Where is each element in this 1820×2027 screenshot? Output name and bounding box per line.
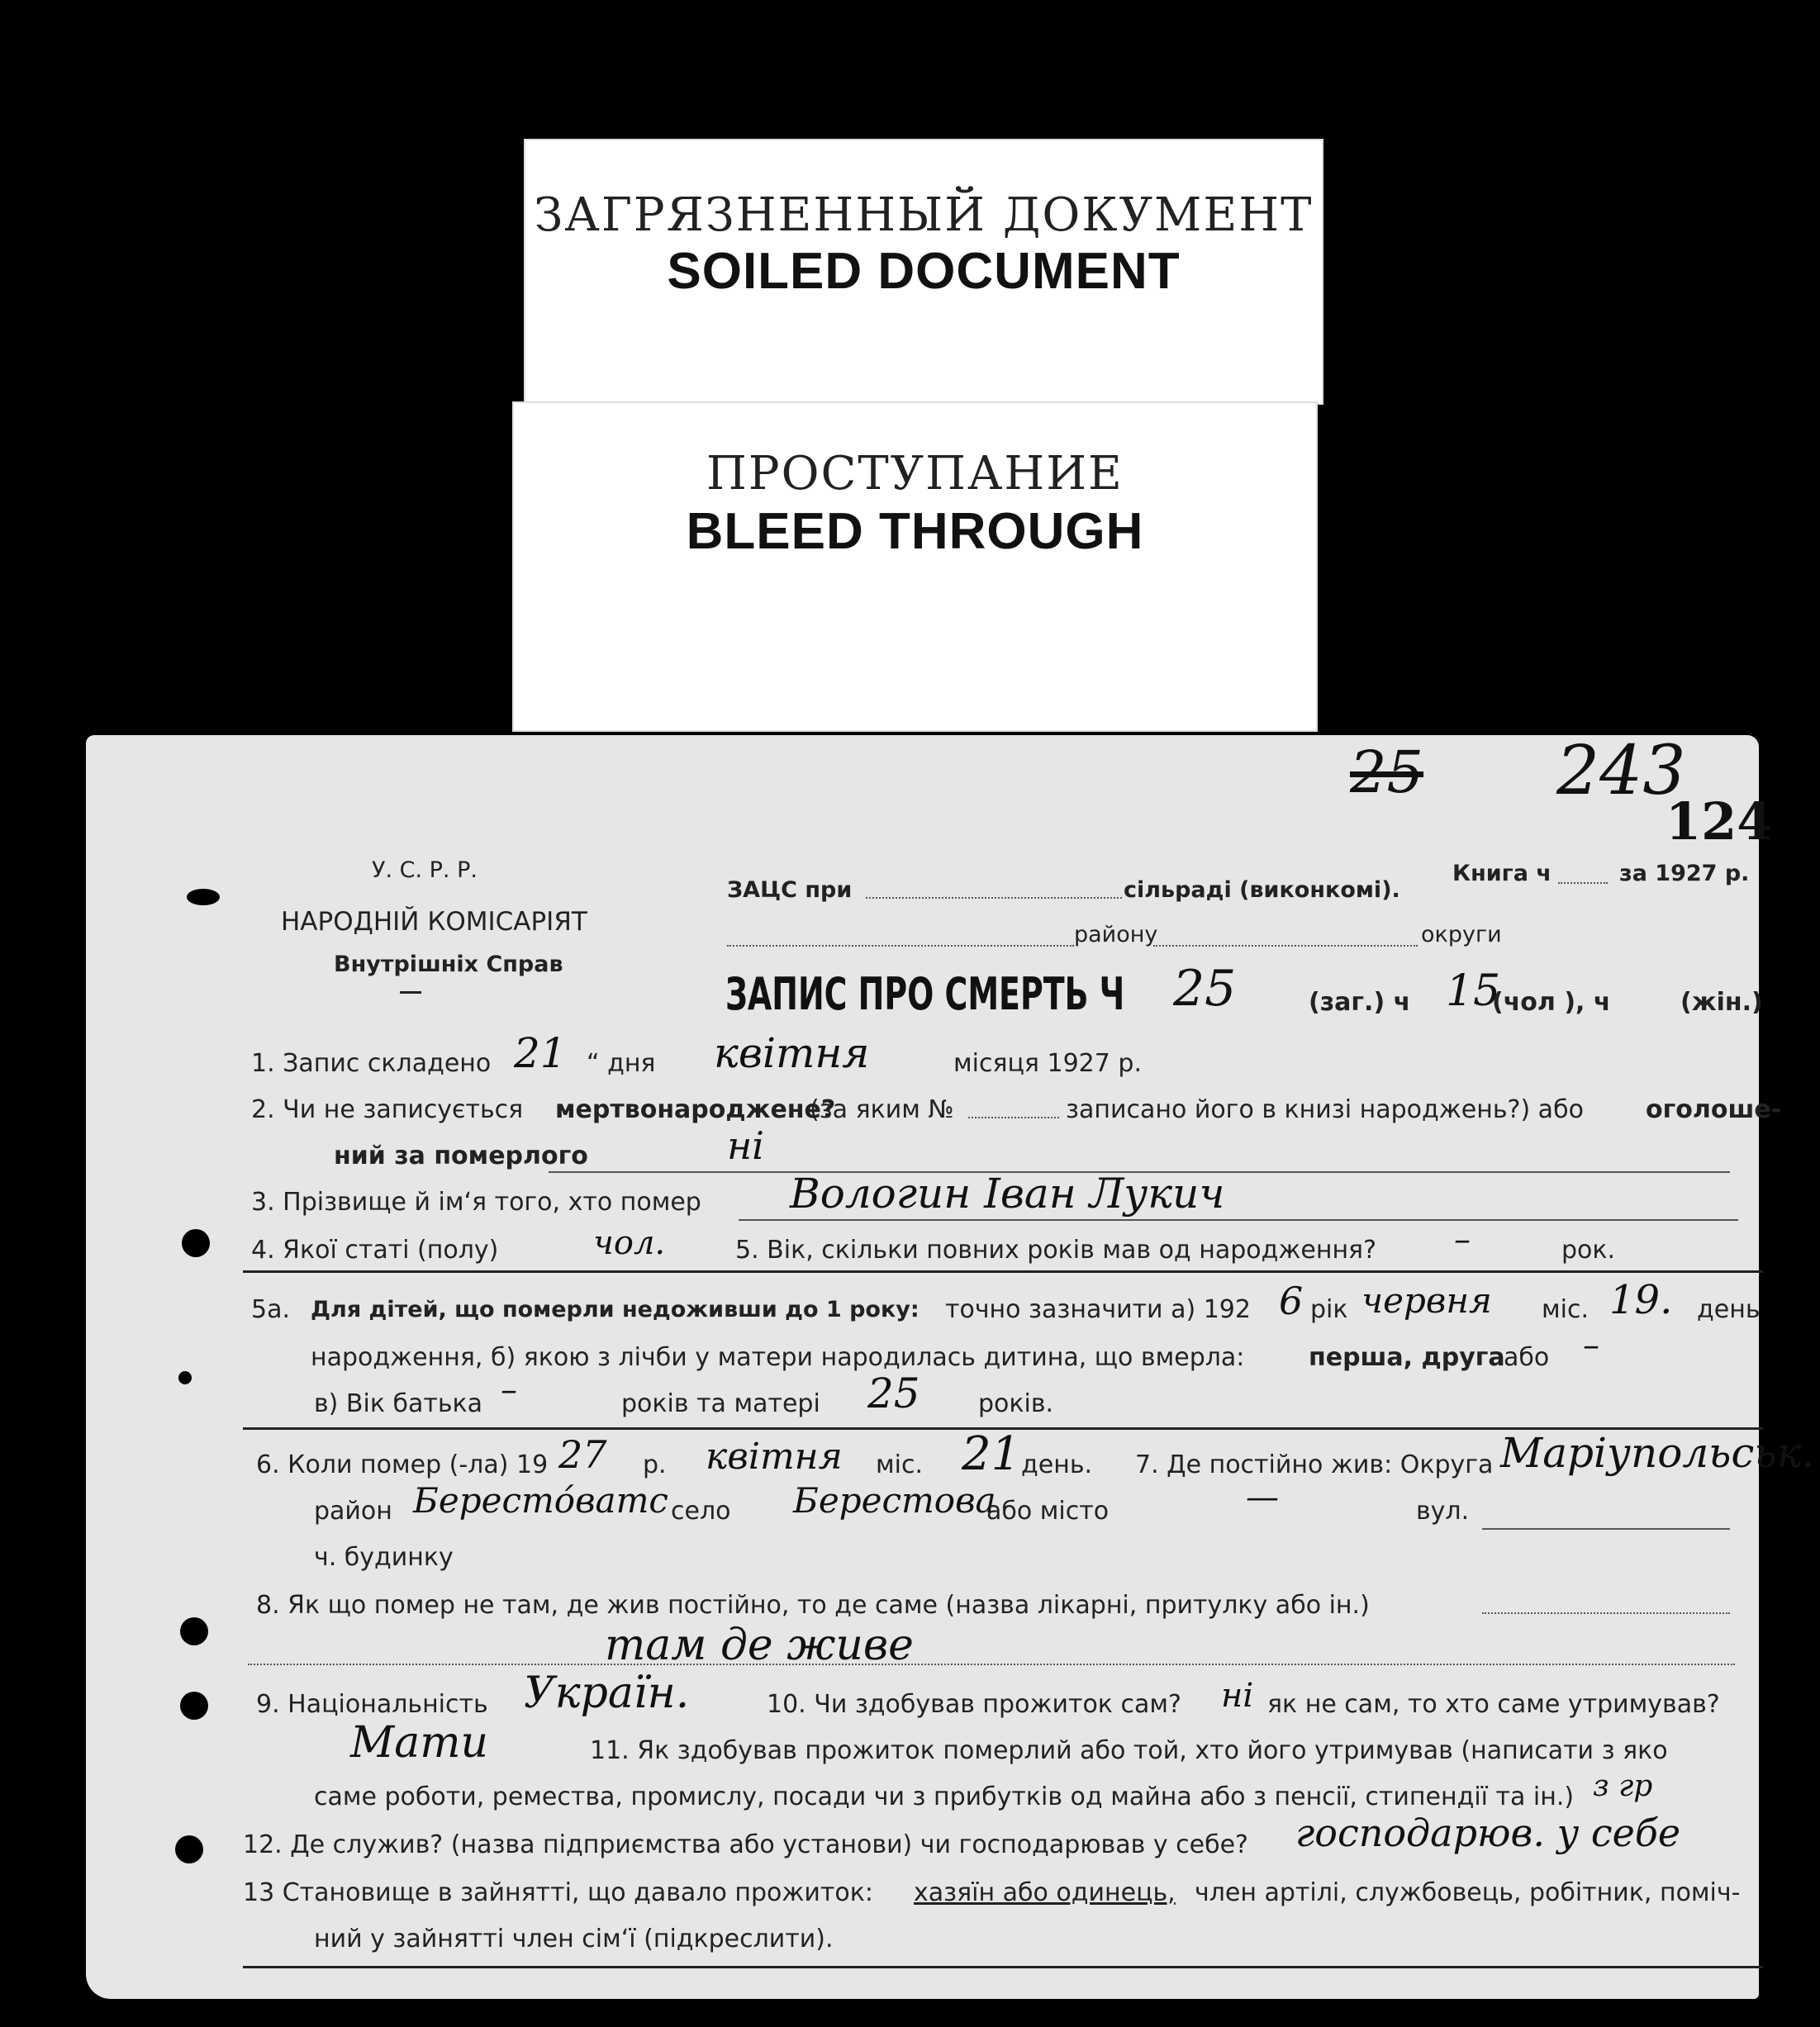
f6-day: 21 xyxy=(962,1427,1021,1481)
bleed-through-target xyxy=(512,401,1318,732)
f3-label: 3. Прізвище й ім‘я того, хто помер xyxy=(251,1188,701,1217)
f2-bold2: оголоше- xyxy=(1646,1095,1782,1124)
f10-value: ні xyxy=(1221,1677,1254,1715)
f11-label: 11. Як здобував прожиток померлий або той, хто його утримував (написати з яко xyxy=(590,1736,1668,1765)
f5-label: 5. Вік, скільки повних років мав од народження? xyxy=(735,1236,1377,1265)
archive-page: 124 xyxy=(1666,791,1773,852)
f13-label: 13 Становище в зайнятті, що давало прожиток: xyxy=(243,1878,873,1907)
death-record-form xyxy=(86,732,1815,1999)
punch-hole xyxy=(178,1371,192,1384)
f13-rest: член артілі, службовець, робітник, поміч- xyxy=(1195,1878,1741,1907)
punch-hole xyxy=(180,1617,208,1645)
f5a-text1: точно зазначити а) 192 xyxy=(945,1295,1251,1324)
f7-vul-underline xyxy=(1482,1528,1730,1530)
f2-answer: ні xyxy=(727,1123,765,1168)
f12-label: 12. Де служив? (назва підприємства або установи) чи господарював у себе? xyxy=(243,1830,1248,1859)
f2-line2: ний за померлого xyxy=(334,1142,588,1170)
bottom-divider xyxy=(243,1966,1763,1968)
f10-label: 10. Чи здобував прожиток сам? xyxy=(767,1690,1181,1719)
f1-label: 1. Запис складено xyxy=(251,1049,492,1078)
f5a-line3b: років та матері xyxy=(621,1389,820,1418)
section-divider xyxy=(243,1270,1763,1273)
punch-hole xyxy=(187,889,220,905)
commissariat-label: НАРОДНІЙ КОМІСАРІЯТ xyxy=(281,907,587,937)
year-label: за 1927 р. xyxy=(1619,861,1750,886)
punch-hole xyxy=(182,1229,210,1257)
record-title: ЗАПИС ПРО СМЕРТЬ Ч xyxy=(725,968,1125,1020)
f5a-line3c: років. xyxy=(978,1389,1054,1418)
f5a-mis: міс. xyxy=(1542,1295,1589,1324)
punch-hole xyxy=(180,1692,208,1720)
raion-dots xyxy=(727,945,1074,947)
book-label: Книга ч xyxy=(1452,861,1552,886)
soiled-en: SOILED DOCUMENT xyxy=(667,243,1181,300)
male-number: 15 xyxy=(1446,966,1501,1016)
f5a-line2a: народження, б) якою з лічби у матери народилась дитина, що вмерла: xyxy=(311,1343,1245,1372)
f6-mis: міс. xyxy=(876,1450,923,1479)
f2-rest2: записано його в книзі народжень?) або xyxy=(1066,1095,1584,1124)
f4-value: чол. xyxy=(593,1224,666,1262)
f5a-month: червня xyxy=(1361,1280,1492,1321)
f7-okruga: Маріупольськ. xyxy=(1500,1429,1815,1477)
f2-bold1: мертвонароджене? xyxy=(555,1095,836,1124)
soiled-document-target xyxy=(524,139,1323,405)
f12-value: господарюв. у себе xyxy=(1295,1811,1681,1855)
f9-value: Україн. xyxy=(524,1669,690,1718)
divider xyxy=(400,991,421,994)
f2-rest1: (за яким № xyxy=(810,1095,954,1124)
f10-rest: як не сам, то хто саме утримував? xyxy=(1267,1690,1720,1719)
f9-label: 9. Національність xyxy=(256,1690,488,1719)
f7-selo-value: Берестова xyxy=(793,1480,996,1521)
f5a-father: – xyxy=(501,1371,517,1409)
f13-underlined: хазяїн або одинець, xyxy=(914,1878,1176,1907)
f4-label: 4. Якої статі (полу) xyxy=(251,1236,499,1265)
f7-label: 7. Де постійно жив: Округа xyxy=(1135,1450,1494,1479)
f5a-den: день xyxy=(1697,1295,1761,1324)
f7-vul-label: вул. xyxy=(1416,1497,1470,1526)
f5a-mother: 25 xyxy=(867,1370,920,1417)
f8-dots xyxy=(1482,1612,1730,1614)
f5a-num: 5а. xyxy=(251,1295,291,1324)
f6-r: р. xyxy=(643,1450,667,1479)
f3-underline xyxy=(739,1219,1738,1221)
okrugy-label: округи xyxy=(1421,922,1502,947)
crossed-number: 25 xyxy=(1350,738,1424,806)
f7-selo-label: село xyxy=(671,1497,731,1526)
f2-line1: 2. Чи не записується xyxy=(251,1095,524,1124)
f11-value: з гр xyxy=(1593,1769,1653,1803)
f5-rok: рок. xyxy=(1561,1236,1616,1265)
book-dots xyxy=(1558,882,1608,884)
f5a-line2b: перша, друга xyxy=(1309,1343,1505,1372)
f7-raion-value: Бересто́ватс xyxy=(413,1480,668,1521)
f7-misto-label: або місто xyxy=(986,1497,1110,1526)
f6-year: 27 xyxy=(558,1432,607,1477)
general-label: (заг.) ч xyxy=(1309,988,1411,1017)
f7-misto-value: — xyxy=(1246,1479,1279,1517)
f3-value: Вологин Іван Лукич xyxy=(790,1170,1225,1218)
f10-mother: Мати xyxy=(350,1718,489,1768)
f6-label: 6. Коли помер (-ла) 19 xyxy=(256,1450,549,1479)
punch-hole xyxy=(175,1835,203,1863)
archive-number: 243 xyxy=(1556,732,1686,810)
f2-dots xyxy=(968,1117,1059,1118)
f6-month: квітня xyxy=(706,1436,843,1478)
f1-q: “ дня xyxy=(587,1049,656,1078)
f8-dots2 xyxy=(248,1664,1735,1665)
f5-age: – xyxy=(1454,1221,1471,1259)
record-number: 25 xyxy=(1173,960,1237,1018)
f1-day: 21 xyxy=(514,1029,567,1077)
zags-dots xyxy=(866,897,1122,899)
f11-line2: саме роботи, ремества, промислу, посади чи з прибутків од майна або з пенсії, стипендії та ін.) xyxy=(314,1783,1575,1811)
female-label: (жін.) xyxy=(1680,988,1763,1017)
f13-line2: ний у зайнятті член сім‘ї (підкреслити). xyxy=(314,1925,834,1953)
department-label: Внутрішніх Справ xyxy=(334,952,563,977)
f8-label: 8. Як що помер не там, де жив постійно, то де саме (назва лікарні, притулку або ін.) xyxy=(256,1591,1370,1620)
f1-month: квітня xyxy=(714,1029,870,1077)
f5a-day: 19. xyxy=(1609,1277,1673,1323)
f5a-line2c: або xyxy=(1504,1343,1550,1372)
f7-budynku: ч. будинку xyxy=(314,1543,454,1572)
soiled-ru: ЗАГРЯЗНЕННЫЙ ДОКУМЕНТ xyxy=(534,188,1314,242)
raion-label: району xyxy=(1074,922,1158,947)
f5a-year: 6 xyxy=(1279,1279,1304,1323)
f7-raion-label: район xyxy=(314,1497,392,1526)
okrugy-dots xyxy=(1153,945,1418,947)
ussr-label: У. С. Р. Р. xyxy=(372,857,478,883)
f5a-rik: рік xyxy=(1310,1295,1348,1324)
f5a-line3a: в) Вік батька xyxy=(314,1389,483,1418)
male-label: (чол ), ч xyxy=(1492,988,1611,1017)
bleed-en: BLEED THROUGH xyxy=(686,503,1144,560)
f5a-line2d: – xyxy=(1583,1327,1599,1365)
f5a-bold: Для дітей, що померли недоживши до 1 року: xyxy=(311,1297,920,1322)
f6-den: день. xyxy=(1021,1450,1093,1479)
bleed-ru: ПРОСТУПАНИЕ xyxy=(706,447,1124,501)
zags-label: ЗАЦС при xyxy=(727,877,853,903)
silradi-label: сільраді (виконкомі). xyxy=(1124,877,1400,903)
f1-tail: місяця 1927 р. xyxy=(953,1049,1142,1078)
f8-value: там де живе xyxy=(605,1621,914,1670)
